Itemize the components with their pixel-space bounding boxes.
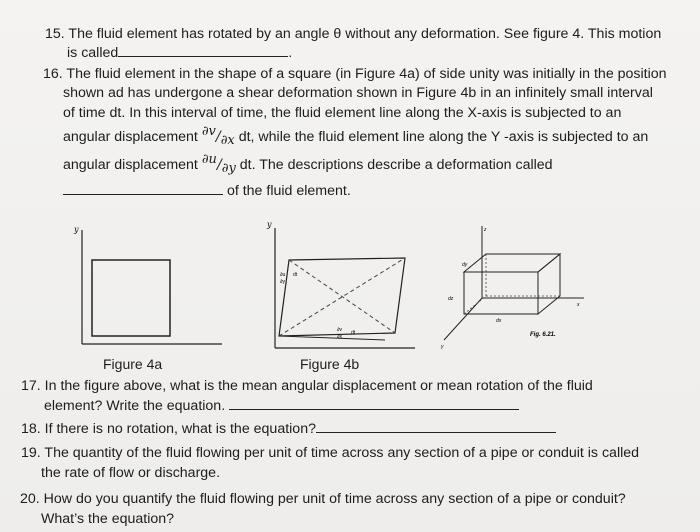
figure-4a: [60, 222, 230, 352]
q16-line4-prefix: angular displacement: [63, 129, 198, 145]
q16-answer-blank[interactable]: [63, 182, 223, 195]
fig621-top-face: [464, 254, 560, 272]
q15-prefix: is called: [67, 45, 119, 61]
q16-dx: ∂x: [220, 133, 235, 148]
fig621-side-face: [538, 254, 560, 314]
q15-answer-blank[interactable]: [118, 44, 288, 57]
fig4b-base-line: [279, 336, 385, 340]
fig4b-du-label: ∂u: [280, 272, 286, 278]
q16-line2: shown ad has undergone a shear deformation shown in Figure 4b in an infinitely small interval: [63, 85, 653, 101]
fig621-y-label: y: [441, 344, 444, 350]
q18-text: 18. If there is no rotation, what is the equation?: [21, 421, 316, 437]
q18-answer-blank[interactable]: [316, 420, 556, 433]
q16-line4: angular displacement ∂v/∂x dt, while the fluid element line along the Y -axis is subjected to an: [63, 124, 649, 148]
fig621-dy-label: dy: [462, 262, 468, 268]
q16-dy: ∂y: [221, 161, 236, 176]
fig4b-dt-top: dt: [293, 272, 298, 278]
fig4b-y-label: y: [267, 220, 272, 229]
q16-line1: 16. The fluid element in the shape of a square (in Figure 4a) of side unity was initially in the position: [43, 66, 667, 82]
q15-suffix: .: [288, 45, 293, 61]
figure-4b: [265, 218, 425, 353]
q15-line2: [67, 44, 292, 62]
q20-line1: 20. How do you quantify the fluid flowing per unit of time across any section of a pipe or conduit?: [20, 491, 626, 507]
figure-4a-caption: Figure 4a: [103, 356, 163, 372]
q16-line3: of time dt. In this interval of time, the fluid element line along the X-axis is subjected to an: [63, 105, 622, 121]
fig4b-diagonal-2: [289, 260, 395, 333]
fig4b-dt-bottom: dt: [351, 330, 356, 336]
q18-line1: [21, 420, 556, 438]
fig4b-dv-label: ∂v: [337, 327, 342, 333]
fig621-dx-label: dx: [496, 318, 502, 324]
fig621-caption: Fig. 6.21.: [530, 332, 556, 338]
q20-line2: What’s the equation?: [41, 511, 175, 527]
q16-line5: angular displacement ∂u/∂y dt. The descriptions describe a deformation called: [63, 152, 553, 176]
fig4a-square: [92, 260, 170, 336]
q16-line5-prefix: angular displacement: [63, 157, 198, 173]
fig621-x-label: x: [577, 302, 580, 308]
q16-du: ∂u: [201, 152, 217, 167]
fig621-front-face: [464, 272, 538, 314]
figure-6-21: [438, 222, 588, 352]
q16-line5-suffix: dt. The descriptions describe a deformation called: [239, 157, 553, 173]
fig4b-dy-label: ∂y: [280, 279, 285, 285]
fig621-y-axis: [444, 298, 482, 340]
q19-line1: 19. The quantity of the fluid flowing per unit of time across any section of a pipe or conduit is called: [21, 445, 640, 461]
q17-line2-text: element? Write the equation.: [44, 398, 226, 414]
q16-line4-suffix: dt, while the fluid element line along the Y -axis is subjected to an: [238, 129, 649, 145]
q16-line6: [63, 182, 351, 200]
fig621-dz-label: dz: [448, 296, 454, 302]
q17-line2: [44, 397, 519, 415]
q17-line1: 17. In the figure above, what is the mean angular displacement or mean rotation of the fluid: [21, 378, 593, 394]
q17-answer-blank[interactable]: [229, 397, 519, 410]
q16-dv: ∂v: [201, 124, 216, 139]
figure-4b-caption: Figure 4b: [300, 356, 360, 372]
fig4b-dx-label: ∂x: [337, 334, 342, 340]
fig621-z-label: z: [484, 227, 487, 233]
q19-line2: the rate of flow or discharge.: [41, 465, 221, 481]
q15-line1: 15. The fluid element has rotated by an angle θ without any deformation. See figure 4. This motion: [45, 26, 662, 42]
fig4a-y-label: y: [74, 225, 79, 234]
q16-line6-suffix: of the fluid element.: [226, 183, 351, 199]
